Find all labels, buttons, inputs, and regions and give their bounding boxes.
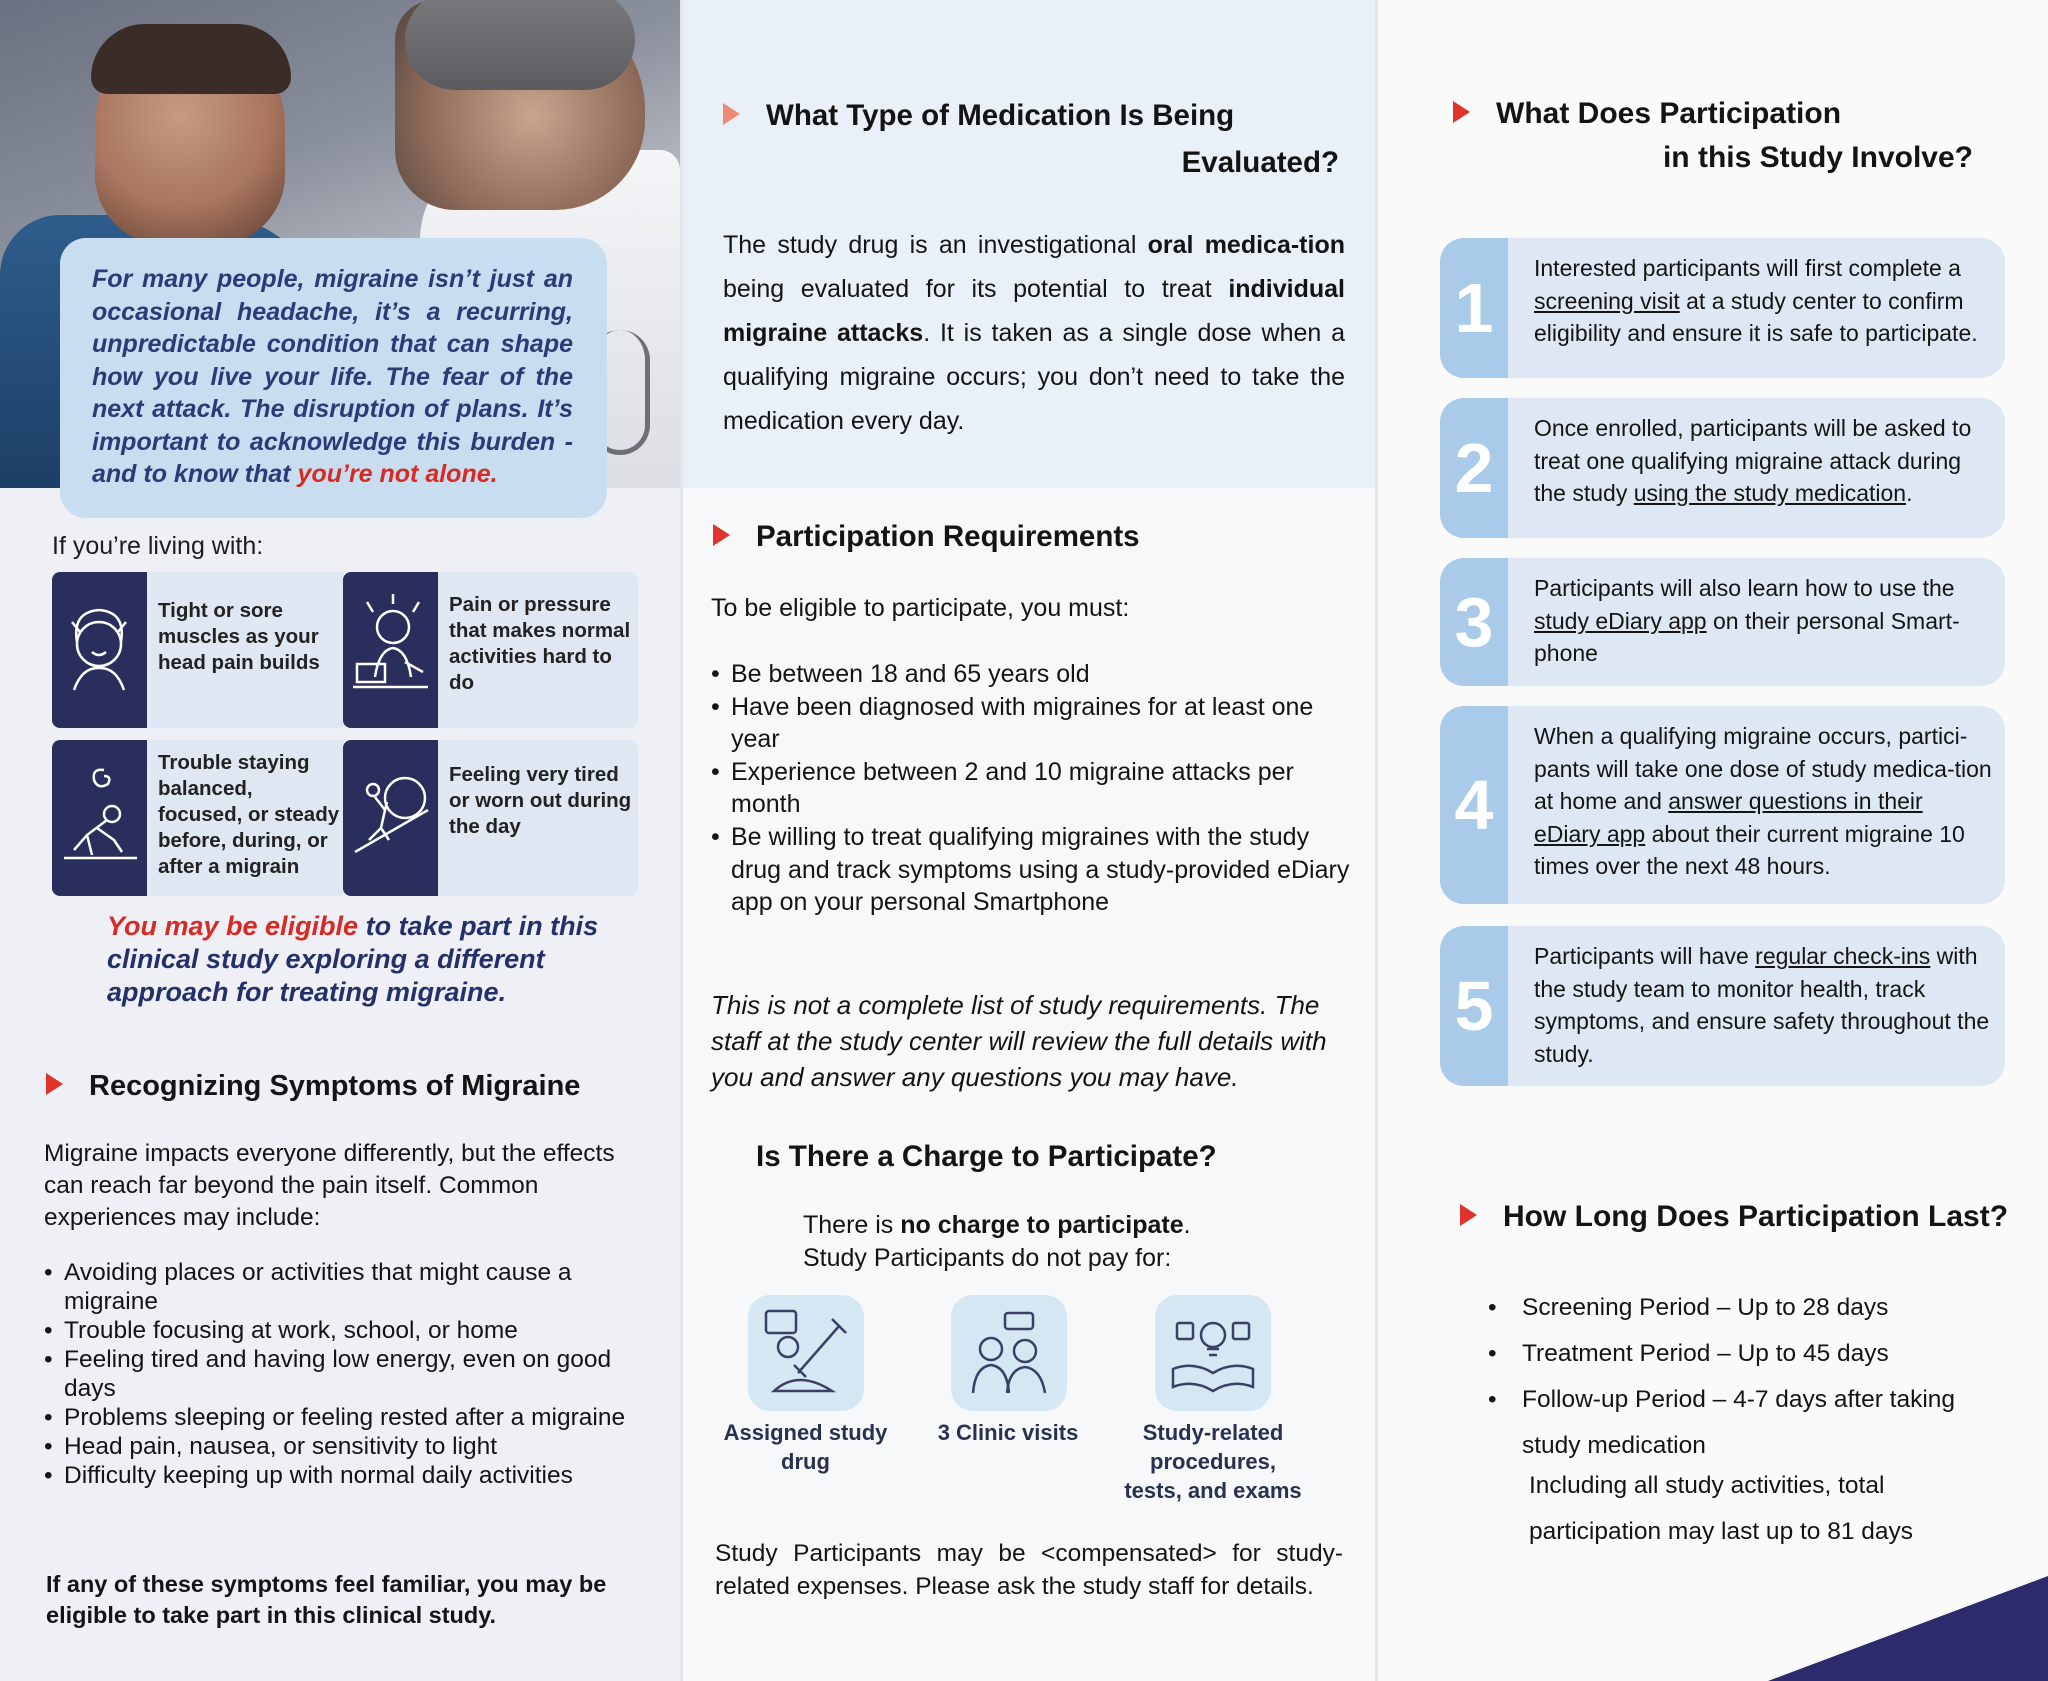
eligible-highlight: You may be eligible — [107, 911, 359, 941]
step-number: 4 — [1440, 706, 1508, 904]
recognizing-closing: If any of these symptoms feel familiar, you may be eligible to take part in this clinical study. — [46, 1571, 607, 1628]
charge-text: There is no charge to participate. Study Participants do not pay for: — [803, 1211, 1191, 1272]
dizzy-crawling-person-icon — [52, 740, 147, 896]
list-item: • Have been diagnosed with migraines for at least one year — [711, 691, 1351, 756]
duration-note: Including all study activities, total participation may last up to 81 days — [1529, 1472, 1914, 1545]
list-item: • Avoiding places or activities that might cause a migraine — [44, 1258, 644, 1316]
step-text: Participants will also learn how to use the study eDiary app on their personal Smart-phone — [1534, 575, 1960, 666]
step-number: 5 — [1440, 926, 1508, 1086]
triangle-bullet-icon — [713, 524, 730, 546]
charge-item-label: Assigned study drug — [723, 1420, 888, 1474]
triangle-bullet-icon — [46, 1073, 63, 1095]
requirements-intro: To be eligible to participate, you must: — [711, 594, 1130, 622]
right-panel — [1375, 0, 2048, 1681]
living-with-label: If you’re living with: — [52, 532, 264, 560]
stressed-woman-icon — [52, 572, 147, 728]
symptom-text: Tight or sore muscles as your head pain builds — [158, 599, 320, 674]
list-item: • Follow-up Period – 4-7 days after taking study medication — [1488, 1377, 2008, 1469]
step-text: When a qualifying migraine occurs, partici-pants will take one dose of study medica-tion at home and answer questions in their eDiary app about their current migraine 10 times over the next 48 hours. — [1534, 723, 1992, 879]
list-item: • Problems sleeping or feeling rested after a migraine — [44, 1403, 644, 1432]
symptom-card-balance — [52, 740, 347, 896]
middle-panel — [680, 0, 1375, 1681]
list-item: • Treatment Period – Up to 45 days — [1488, 1331, 2008, 1377]
step-3 — [1440, 558, 2005, 686]
triangle-bullet-icon — [723, 103, 740, 125]
list-item: • Be between 18 and 65 years old — [711, 658, 1351, 691]
eligibility-statement — [107, 910, 627, 1009]
doctor-patient-icon — [951, 1295, 1067, 1411]
step-2 — [1440, 398, 2005, 538]
duration-list — [1488, 1285, 2008, 1469]
list-item: • Head pain, nausea, or sensitivity to light — [44, 1432, 644, 1461]
step-number: 1 — [1440, 238, 1508, 378]
triangle-bullet-icon — [1453, 101, 1470, 123]
involve-heading: What Does Participation in this Study Involve? — [1453, 92, 1973, 180]
medication-heading: What Type of Medication Is Being Evaluated? — [723, 92, 1339, 186]
syringe-pills-icon — [748, 1295, 864, 1411]
recognizing-heading: Recognizing Symptoms of Migraine — [46, 1070, 580, 1103]
eligible-text: to take part in this clinical study exploring a different approach for treating migraine. — [107, 911, 599, 1007]
symptom-card-pain — [343, 572, 638, 728]
symptom-text: Feeling very tired or worn out during the day — [449, 763, 632, 838]
step-1 — [1440, 238, 2005, 378]
list-item: • Screening Period – Up to 28 days — [1488, 1285, 2008, 1331]
list-item: • Trouble focusing at work, school, or home — [44, 1316, 644, 1345]
step-number: 3 — [1440, 558, 1508, 686]
recognizing-intro: Migraine impacts everyone differently, but the effects can reach far beyond the pain itself. Common experiences may include: — [44, 1140, 615, 1231]
duration-heading: How Long Does Participation Last? — [1460, 1200, 2008, 1234]
step-4 — [1440, 706, 2005, 904]
symptom-text: Trouble staying balanced, focused, or steady before, during, or after a migrain — [158, 751, 340, 878]
symptom-card-muscles — [52, 572, 347, 728]
list-item: • Feeling tired and having low energy, even on good days — [44, 1345, 644, 1403]
list-item: • Difficulty keeping up with normal daily activities — [44, 1461, 644, 1490]
left-panel — [0, 0, 680, 1681]
charge-heading: Is There a Charge to Participate? — [756, 1140, 1217, 1173]
requirements-heading: Participation Requirements — [713, 520, 1140, 554]
pushing-boulder-icon — [343, 740, 438, 896]
book-lightbulb-icon — [1155, 1295, 1271, 1411]
compensation-text: Study Participants may be <compensated> for study-related expenses. Please ask the study staff for details. — [715, 1540, 1343, 1600]
overwhelmed-worker-icon — [343, 572, 438, 728]
symptom-card-tired — [343, 740, 638, 896]
charge-item-label: 3 Clinic visits — [937, 1420, 1079, 1445]
quote-text: For many people, migraine isn’t just an occasional headache, it’s a recurring, unpredictable condition that can shape how you live your life. The fear of the next attack. The disruption of plans. It’s important to acknowledge this burden - and to know that — [92, 265, 573, 488]
charge-item-label: Study-related procedures, tests, and exams — [1124, 1420, 1302, 1503]
step-text: Participants will have regular check-ins with the study team to monitor health, track symptoms, and ensure safety throughout the study. — [1534, 943, 1990, 1067]
step-text: Once enrolled, participants will be asked to treat one qualifying migraine attack during the study using the study medication. — [1534, 415, 1972, 506]
symptom-text: Pain or pressure that makes normal activities hard to do — [449, 593, 631, 694]
list-item: • Experience between 2 and 10 migraine attacks per month — [711, 756, 1351, 821]
step-number: 2 — [1440, 398, 1508, 538]
quote-highlight: you’re not alone. — [297, 460, 498, 488]
corner-decoration — [1768, 1576, 2048, 1681]
medication-paragraph: The study drug is an investigational oral medica-tion being evaluated for its potential to treat individual migraine attacks. It is taken as a single dose when a qualifying migraine occurs; you don’t need to take the medication every day. — [723, 231, 1345, 435]
requirements-list — [711, 658, 1351, 919]
triangle-bullet-icon — [1460, 1204, 1477, 1226]
requirements-note: This is not a complete list of study requirements. The staff at the study center will review the full details with you and answer any questions you may have. — [711, 990, 1327, 1092]
intro-quote-box — [60, 238, 607, 518]
recognizing-list — [44, 1258, 644, 1490]
step-text: Interested participants will first complete a screening visit at a study center to confirm eligibility and ensure it is safe to participate. — [1534, 255, 1978, 346]
list-item: • Be willing to treat qualifying migraines with the study drug and track symptoms using a study-provided eDiary app on your personal Smartphone — [711, 821, 1351, 919]
step-5 — [1440, 926, 2005, 1086]
